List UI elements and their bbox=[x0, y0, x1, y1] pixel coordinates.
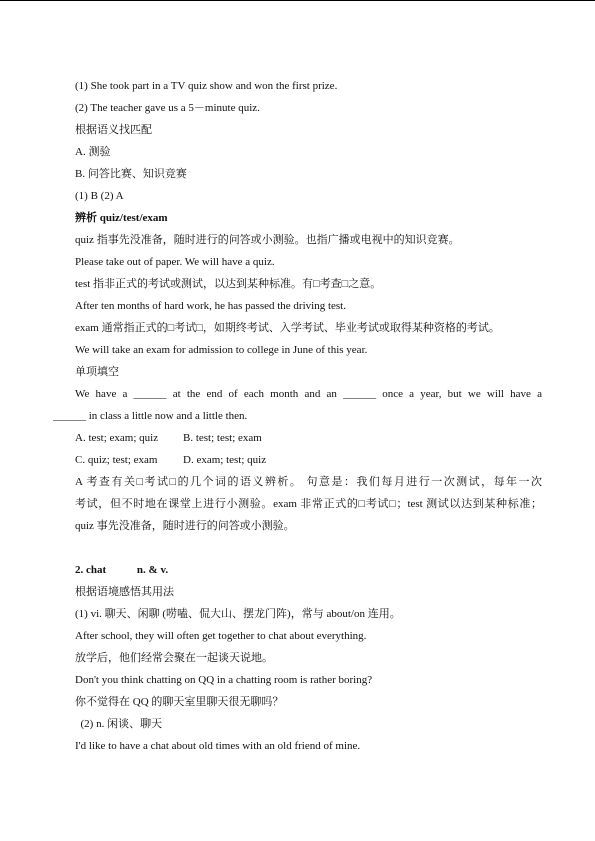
choice-c: C. quiz; test; exam bbox=[75, 454, 158, 466]
chat-example-1-zh: 放学后，他们经常会聚在一起谈天说地。 bbox=[75, 652, 273, 664]
quiz-example-1: (1) She took part in a TV quiz show and won the first prize. bbox=[75, 80, 338, 92]
quiz-example: Please take out of paper. We will have a quiz. bbox=[75, 256, 275, 268]
option-b: B. 问答比赛、知识竞赛 bbox=[75, 168, 187, 180]
match-prompt: 根据语义找匹配 bbox=[75, 124, 152, 136]
match-answers: (1) B (2) A bbox=[75, 190, 124, 202]
page-top-rule bbox=[0, 0, 595, 1]
choice-a: A. test; exam; quiz bbox=[75, 432, 159, 444]
chat-heading bbox=[75, 563, 168, 577]
chat-n-definition: (2) n. 闲谈、聊天 bbox=[75, 718, 163, 730]
option-a: A. 测验 bbox=[75, 146, 111, 158]
question-line-1: We have a ______ at the end of each month and an ______ once a year, but we will have a bbox=[75, 388, 542, 400]
test-example: After ten months of hard work, he has passed the driving test. bbox=[75, 300, 346, 312]
fill-blank-title: 单项填空 bbox=[75, 366, 119, 378]
chat-part-of-speech: n. & v. bbox=[136, 564, 169, 576]
explanation-line-1: A 考查有关□考试□的几个词的语义辨析。 句意是：我们每月进行一次测试，每年一次 bbox=[75, 476, 542, 488]
chat-example-3-en: I'd like to have a chat about old times with an old friend of mine. bbox=[75, 740, 361, 752]
chat-example-2-zh: 你不觉得在 QQ 的聊天室里聊天很无聊吗？ bbox=[75, 696, 284, 708]
chat-vi-definition: (1) vi. 聊天、闲聊 (唠嗑、侃大山、摆龙门阵)，常与 about/on 连用。 bbox=[75, 608, 401, 620]
chat-heading-word: 2. chat bbox=[75, 564, 107, 576]
explanation-line-2: 考试，但不时地在课堂上进行小测验。exam 非常正式的□考试□；test 测试以达到某种标准； bbox=[75, 498, 542, 510]
choice-b: B. test; test; exam bbox=[183, 432, 262, 444]
question-line-2: ______ in class a little now and a little then. bbox=[53, 410, 248, 422]
chat-example-1-en: After school, they will often get together to chat about everything. bbox=[75, 630, 367, 642]
quiz-definition: quiz 指事先没准备，随时进行的问答或小测验。也指广播或电视中的知识竞赛。 bbox=[75, 234, 460, 246]
context-prompt: 根据语境感悟其用法 bbox=[75, 586, 174, 598]
chat-example-2-en: Don't you think chatting on QQ in a chatting room is rather boring? bbox=[75, 674, 373, 686]
exam-definition: exam 通常指正式的□考试□，如期终考试、入学考试、毕业考试或取得某种资格的考试。 bbox=[75, 322, 500, 334]
explanation-line-3: quiz 事先没准备，随时进行的问答或小测验。 bbox=[75, 520, 295, 532]
exam-example: We will take an exam for admission to college in June of this year. bbox=[75, 344, 368, 356]
choice-d: D. exam; test; quiz bbox=[183, 454, 267, 466]
test-definition: test 指非正式的考试或测试，以达到某种标准。有□考查□之意。 bbox=[75, 278, 382, 290]
quiz-example-2: (2) The teacher gave us a 5－minute quiz. bbox=[75, 102, 260, 114]
analysis-title: 辨析 quiz/test/exam bbox=[75, 212, 168, 224]
